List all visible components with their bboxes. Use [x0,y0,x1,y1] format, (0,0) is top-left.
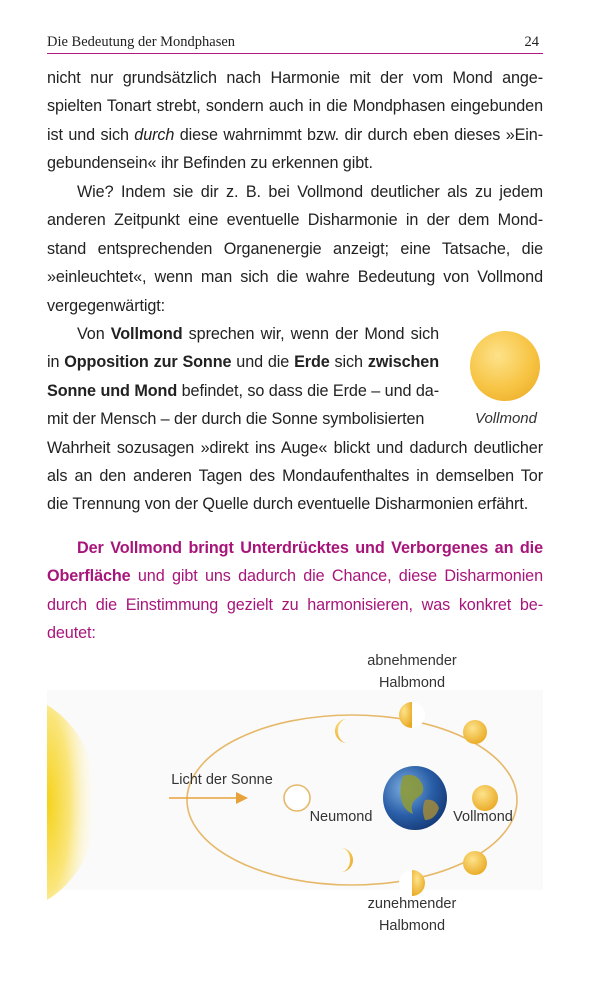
full-moon-label: Vollmond [453,809,513,825]
waning-gibbous-icon [463,720,487,744]
p3-bold-opposition: Opposition zur Sonne [64,353,232,372]
p3-f: befindet, so dass die Erde – und da-mit der Mensch – der durch die Sonne symbolisierten [47,381,439,429]
paragraph-1-text-a: nicht nur grundsätzlich nach Harmonie mit der vom Mond ange-spielten Tonart strebt, sondern auch in die Mondphasen eingebunden ist und sich [47,69,543,144]
waning-half-moon-label [347,650,477,694]
p3-bold-zwischen: zwischen Sonne und Mond [47,353,439,400]
paragraph-4 [47,534,543,648]
header-title: Die Bedeutung der Mondphasen [47,34,236,50]
waxing-half-moon-label [347,893,477,937]
p3-d: und die [231,353,295,372]
waning-label-line-1: abnehmender [367,653,457,669]
paragraph-3-wrapped [47,320,439,434]
p3-c: sprechen wir, wenn der Mond sich in [47,325,439,372]
paragraph-2: Wie? Indem sie dir z. B. bei Vollmond deutlicher als zu jedem anderen Zeitpunkt eine eventuelle Disharmonie in der dem Mond-stand entsprechenden Organenergie anzeigt; eine Tatsache, die »einleuchtet«, wenn man sich die wahre Bedeutung von Vollmond vergegenwärtigt: [47,183,543,315]
waxing-label-line-1: zunehmender [367,896,457,912]
paragraph-1-emphasis: durch [134,125,175,144]
p4-rest: und gibt uns dadurch die Chance, diese Disharmonien durch die Einstimmung gezielt zu harmonisieren, was konkret be-deutet: [47,567,543,643]
waxing-gibbous-icon [463,851,487,875]
paragraph-1 [47,64,543,178]
header-rule [47,53,543,54]
paragraph-3-full: Wahrheit sozusagen »direkt ins Auge« blickt und dadurch deutlicher als an den anderen Tagen des Mondaufenthaltes in demselben Tor die Trennung von der Quelle durch eventuelle Disharmonien erfährt. [47,438,543,514]
waning-label-line-2: Halbmond [378,675,446,691]
sunlight-label: Licht der Sonne [171,772,273,788]
p4-bold: Der Vollmond bringt Unterdrücktes und Verborgenes an die Oberfläche [47,539,543,586]
waxing-label-line-2: Halbmond [378,918,446,934]
paragraph-3 [47,320,543,519]
full-moon-image [470,331,540,401]
p3-e: sich [329,353,368,372]
p3-bold-vollmond: Vollmond [110,325,183,343]
moon-phase-diagram [47,650,543,950]
p3-bold-erde: Erde [294,353,330,372]
page-number: 24 [524,34,539,50]
p3-a: Von [77,325,111,343]
figure-caption: Vollmond [475,410,537,427]
paragraph-1-text-c: diese wahrnimmt bzw. dir durch eben dieses »Ein-gebundensein« ihr Befinden zu erkennen gibt. [47,125,543,173]
new-moon-label: Neumond [309,809,373,825]
